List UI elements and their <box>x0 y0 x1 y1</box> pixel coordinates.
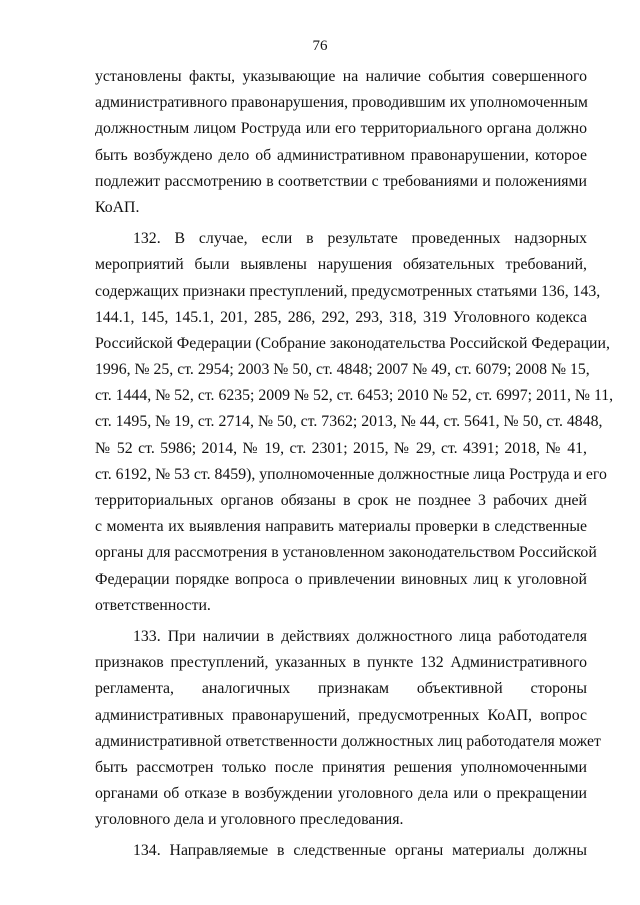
text-line: органы для рассмотрения в установленном законодательством Российской <box>95 544 597 562</box>
text-line: 144.1, 145, 145.1, 201, 285, 286, 292, 293, 318, 319 Уголовного кодекса <box>95 308 587 326</box>
text-line: подлежит рассмотрению в соответствии с требованиями и положениями <box>95 172 587 190</box>
text-line: административного правонарушения, проводившим их уполномоченным <box>95 94 588 112</box>
text-line: 134. Направляемые в следственные органы материалы должны <box>133 842 587 860</box>
text-line: ст. 1444, № 52, ст. 6235; 2009 № 52, ст. 6453; 2010 № 52, ст. 6997; 2011, № 11, <box>95 387 614 405</box>
text-line: территориальных органов обязаны в срок не позднее 3 рабочих дней <box>95 492 587 509</box>
text-line: быть возбуждено дело об административном правонарушении, которое <box>95 146 587 164</box>
text-line: должностным лицом Роструда или его территориального органа должно <box>95 120 587 138</box>
text-line: содержащих признаки преступлений, предусмотренных статьями 136, 143, <box>95 282 601 300</box>
text-line: № 52 ст. 5986; 2014, № 19, ст. 2301; 2015, № 29, ст. 4391; 2018, № 41, <box>95 439 587 457</box>
text-line: 1996, № 25, ст. 2954; 2003 № 50, ст. 4848; 2007 № 49, ст. 6079; 2008 № 15, <box>95 361 590 379</box>
text-line: 133. При наличии в действиях должностного лица работодателя <box>133 627 587 645</box>
text-line: уголовного дела и уголовного преследования. <box>95 811 404 829</box>
document-body <box>95 64 614 865</box>
paragraph-continuation <box>95 64 587 221</box>
text-line: КоАП. <box>95 198 140 216</box>
page-number: 76 <box>312 38 328 54</box>
text-line: с момента их выявления направить материалы проверки в следственные <box>95 518 587 536</box>
text-line: административных правонарушений, предусмотренных КоАП, вопрос <box>95 706 587 724</box>
text-line: органами об отказе в возбуждении уголовного дела или о прекращении <box>95 785 587 803</box>
text-line: признаков преступлений, указанных в пункте 132 Административного <box>95 654 587 672</box>
text-line: мероприятий были выявлены нарушения обязательных требований, <box>95 256 587 274</box>
text-line: ст. 1495, № 19, ст. 2714, № 50, ст. 7362; 2013, № 44, ст. 5641, № 50, ст. 4848, <box>95 413 603 431</box>
text-line: установлены факты, указывающие на наличие события совершенного <box>95 68 587 85</box>
text-line: быть рассмотрен только после принятия решения уполномоченными <box>95 758 587 776</box>
paragraph-134 <box>95 838 587 864</box>
text-line: Федерации порядке вопроса о привлечении виновных лиц к уголовной <box>95 570 587 588</box>
text-line: ответственности. <box>95 596 211 614</box>
text-line: административной ответственности должностных лиц работодателя может <box>95 732 601 750</box>
text-line: Российской Федерации (Собрание законодательства Российской Федерации, <box>95 334 610 352</box>
text-line: 132. В случае, если в результате проведенных надзорных <box>133 230 587 248</box>
paragraph-133 <box>95 624 601 834</box>
paragraph-132 <box>95 226 614 619</box>
text-line: регламента, аналогичных признакам объективной стороны <box>95 680 587 698</box>
text-line: ст. 6192, № 53 ст. 8459), уполномоченные должностные лица Роструда и его <box>95 465 607 483</box>
